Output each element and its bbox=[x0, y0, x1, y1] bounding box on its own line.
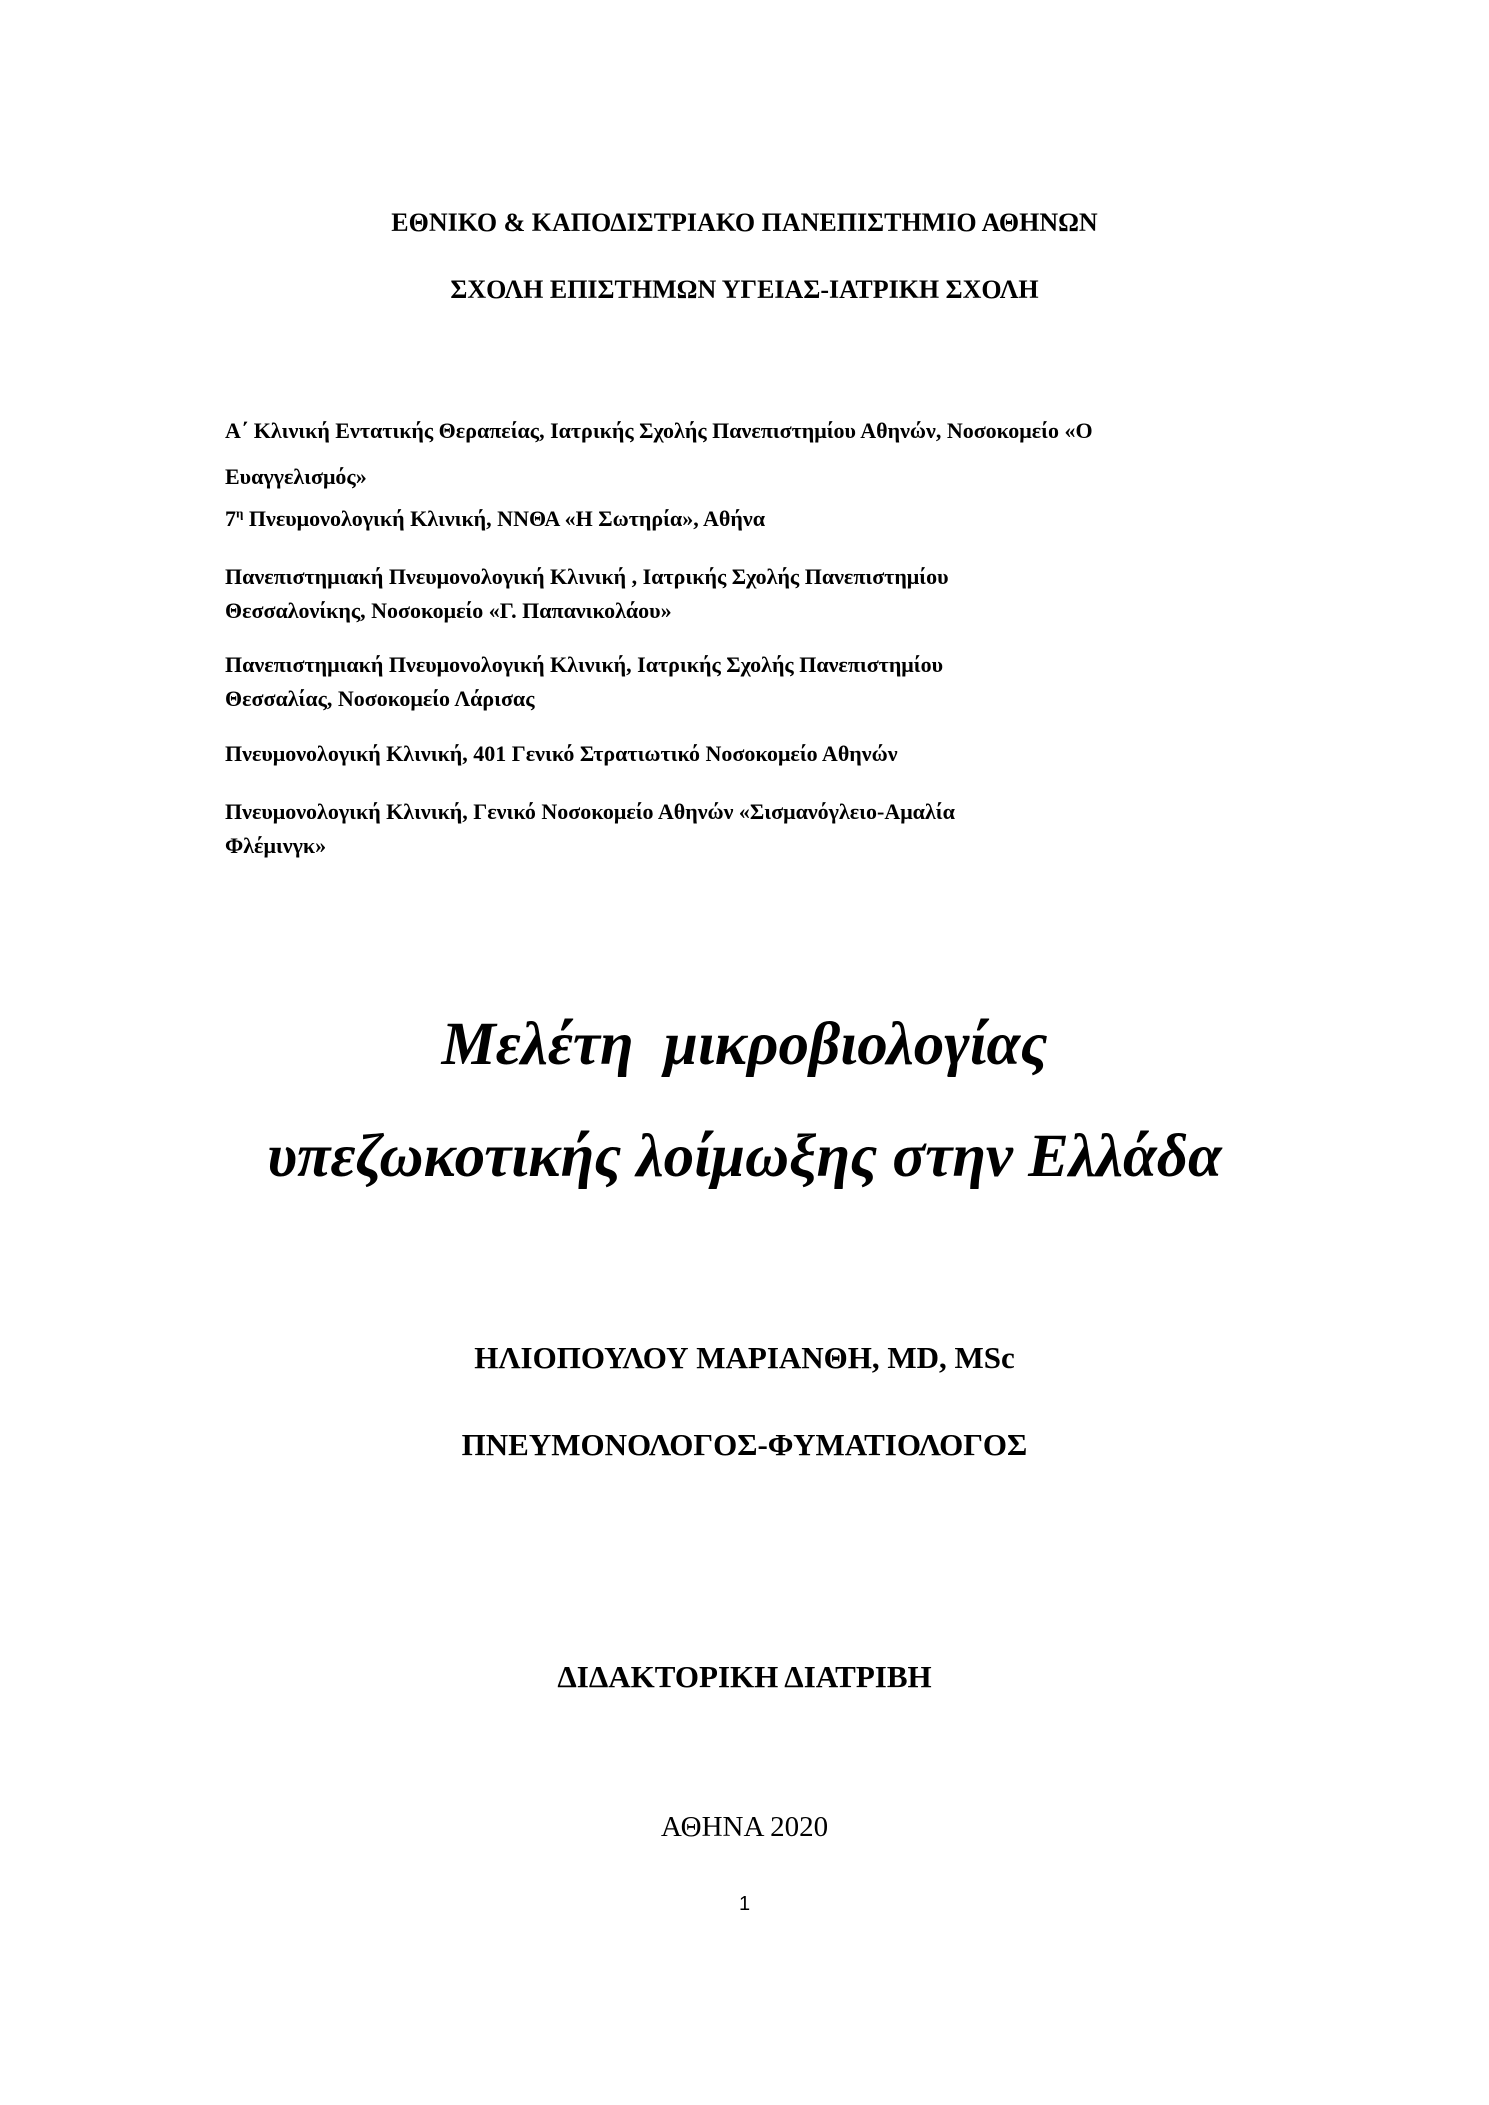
affiliation-3 bbox=[225, 560, 1285, 628]
affiliation-2 bbox=[225, 502, 1285, 536]
affiliation-5 bbox=[225, 737, 1285, 771]
affiliation-2-text: Πνευμονολογική Κλινική, ΝΝΘΑ «Η Σωτηρία», Αθήνα bbox=[243, 506, 765, 531]
page-number: 1 bbox=[738, 1893, 751, 1915]
affiliation-1-line-2: Ευαγγελισμός» bbox=[225, 464, 367, 489]
affiliation-6 bbox=[225, 795, 1285, 863]
affiliation-3-line-2: Θεσσαλονίκης, Νοσοκομείο «Γ. Παπανικολάου» bbox=[225, 598, 672, 623]
place-year: ΑΘΗΝΑ 2020 bbox=[660, 1811, 829, 1843]
thesis-title-line-1: Μελέτη μικροβιολογίας bbox=[441, 1011, 1048, 1078]
affiliation-1-line-1: Α΄ Κλινική Εντατικής Θεραπείας, Ιατρικής Σχολής Πανεπιστημίου Αθηνών, Νοσοκομείο «Ο bbox=[225, 418, 1093, 443]
affiliation-6-line-2: Φλέμινγκ» bbox=[225, 833, 327, 858]
author-name: ΗΛΙΟΠΟΥΛΟΥ ΜΑΡΙΑΝΘΗ, MD, MSc bbox=[474, 1340, 1015, 1375]
affiliation-1 bbox=[225, 414, 1285, 494]
affiliation-4-line-1: Πανεπιστημιακή Πνευμονολογική Κλινική, Ιατρικής Σχολής Πανεπιστημίου bbox=[225, 652, 944, 677]
author-specialty: ΠΝΕΥΜΟΝΟΛΟΓΟΣ-ΦΥΜΑΤΙΟΛΟΓΟΣ bbox=[461, 1427, 1028, 1462]
affiliation-3-line-1: Πανεπιστημιακή Πνευμονολογική Κλινική , Ιατρικής Σχολής Πανεπιστημίου bbox=[225, 564, 949, 589]
document-type: ΔΙΔΑΚΤΟΡΙΚΗ ΔΙΑΤΡΙΒΗ bbox=[557, 1659, 932, 1694]
affiliation-2-number: 7 bbox=[225, 506, 236, 531]
affiliation-5-line: Πνευμονολογική Κλινική, 401 Γενικό Στρατιωτικό Νοσοκομείο Αθηνών bbox=[225, 741, 898, 766]
affiliation-4 bbox=[225, 648, 1285, 716]
university-heading: ΕΘΝΙΚΟ & ΚΑΠΟΔΙΣΤΡΙΑΚΟ ΠΑΝΕΠΙΣΤΗΜΙΟ ΑΘΗΝΩΝ bbox=[391, 208, 1098, 237]
affiliation-2-superscript: η bbox=[236, 505, 244, 521]
school-heading: ΣΧΟΛΗ ΕΠΙΣΤΗΜΩΝ ΥΓΕΙΑΣ-ΙΑΤΡΙΚΗ ΣΧΟΛΗ bbox=[450, 275, 1039, 304]
thesis-title-line-2: υπεζωκοτικής λοίμωξης στην Ελλάδα bbox=[267, 1123, 1222, 1190]
affiliation-6-line-1: Πνευμονολογική Κλινική, Γενικό Νοσοκομείο Αθηνών «Σισμανόγλειο-Αμαλία bbox=[225, 799, 955, 824]
affiliation-4-line-2: Θεσσαλίας, Νοσοκομείο Λάρισας bbox=[225, 686, 535, 711]
